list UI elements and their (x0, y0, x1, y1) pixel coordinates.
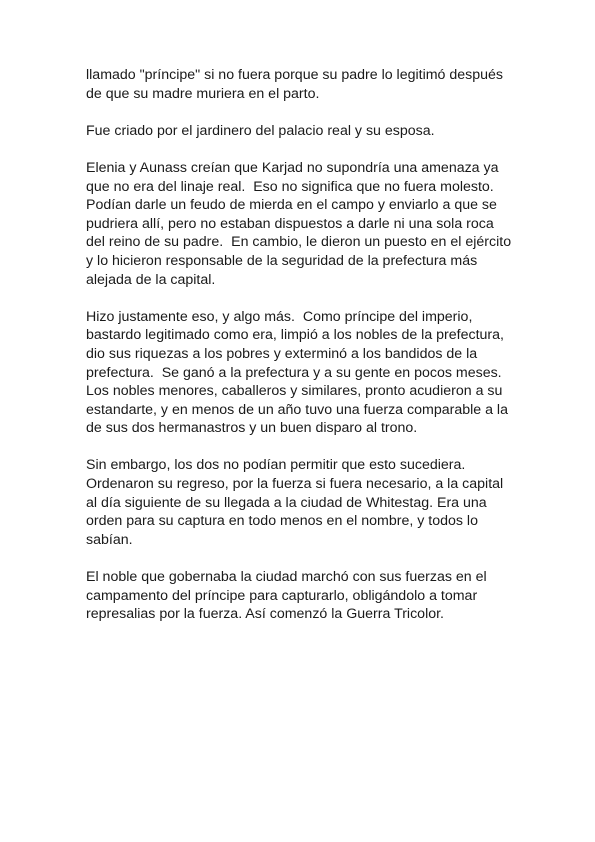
text-line: campamento del príncipe para capturarlo, obligándolo a tomar (86, 587, 478, 604)
text-line: estandarte, y en menos de un año tuvo una fuerza comparable a la (86, 401, 508, 418)
text-line: que no era del linaje real. Eso no significa que no fuera molesto. (86, 178, 494, 195)
text-line: El noble que gobernaba la ciudad marchó con sus fuerzas en el (86, 569, 487, 586)
text-line: al día siguiente de su llegada a la ciudad de Whitestag. Era una (86, 494, 487, 511)
text-line: Sin embargo, los dos no podían permitir que esto sucediera. (86, 457, 466, 474)
paragraph (86, 456, 516, 549)
text-line: sabían. (86, 531, 133, 548)
paragraph (86, 308, 516, 438)
text-line: Los nobles menores, caballeros y similares, pronto acudieron a su (86, 383, 503, 400)
paragraph (86, 66, 516, 103)
text-line: pudriera allí, pero no estaban dispuestos a darle ni una sola roca (86, 215, 494, 232)
text-line: orden para su captura en todo menos en el nombre, y todos lo (86, 513, 478, 530)
text-line: Ordenaron su regreso, por la fuerza si fuera necesario, a la capital (86, 476, 504, 493)
document-body (86, 66, 516, 642)
text-line: del reino de su padre. En cambio, le dieron un puesto en el ejército (86, 234, 512, 251)
text-line: de sus dos hermanastros y un buen disparo al trono. (86, 420, 418, 437)
text-line: Fue criado por el jardinero del palacio real y su esposa. (86, 122, 435, 139)
text-line: Hizo justamente eso, y algo más. Como príncipe del imperio, (86, 308, 473, 325)
paragraph (86, 122, 516, 141)
text-line: bastardo legitimado como era, limpió a los nobles de la prefectura, (86, 327, 504, 344)
text-line: Elenia y Aunass creían que Karjad no supondría una amenaza ya (86, 159, 499, 176)
text-line: Podían darle un feudo de mierda en el campo y enviarlo a que se (86, 197, 497, 214)
text-line: alejada de la capital. (86, 271, 216, 288)
text-line: y lo hicieron responsable de la seguridad de la prefectura más (86, 252, 478, 269)
text-line: prefectura. Se ganó a la prefectura y a su gente en pocos meses. (86, 364, 502, 381)
text-line: represalias por la fuerza. Así comenzó la Guerra Tricolor. (86, 606, 444, 623)
text-line: dio sus riquezas a los pobres y exterminó a los bandidos de la (86, 345, 478, 362)
text-line: de que su madre muriera en el parto. (86, 85, 320, 102)
paragraph (86, 159, 516, 289)
paragraph (86, 568, 516, 624)
text-line: llamado "príncipe" si no fuera porque su padre lo legitimó después (86, 67, 504, 83)
